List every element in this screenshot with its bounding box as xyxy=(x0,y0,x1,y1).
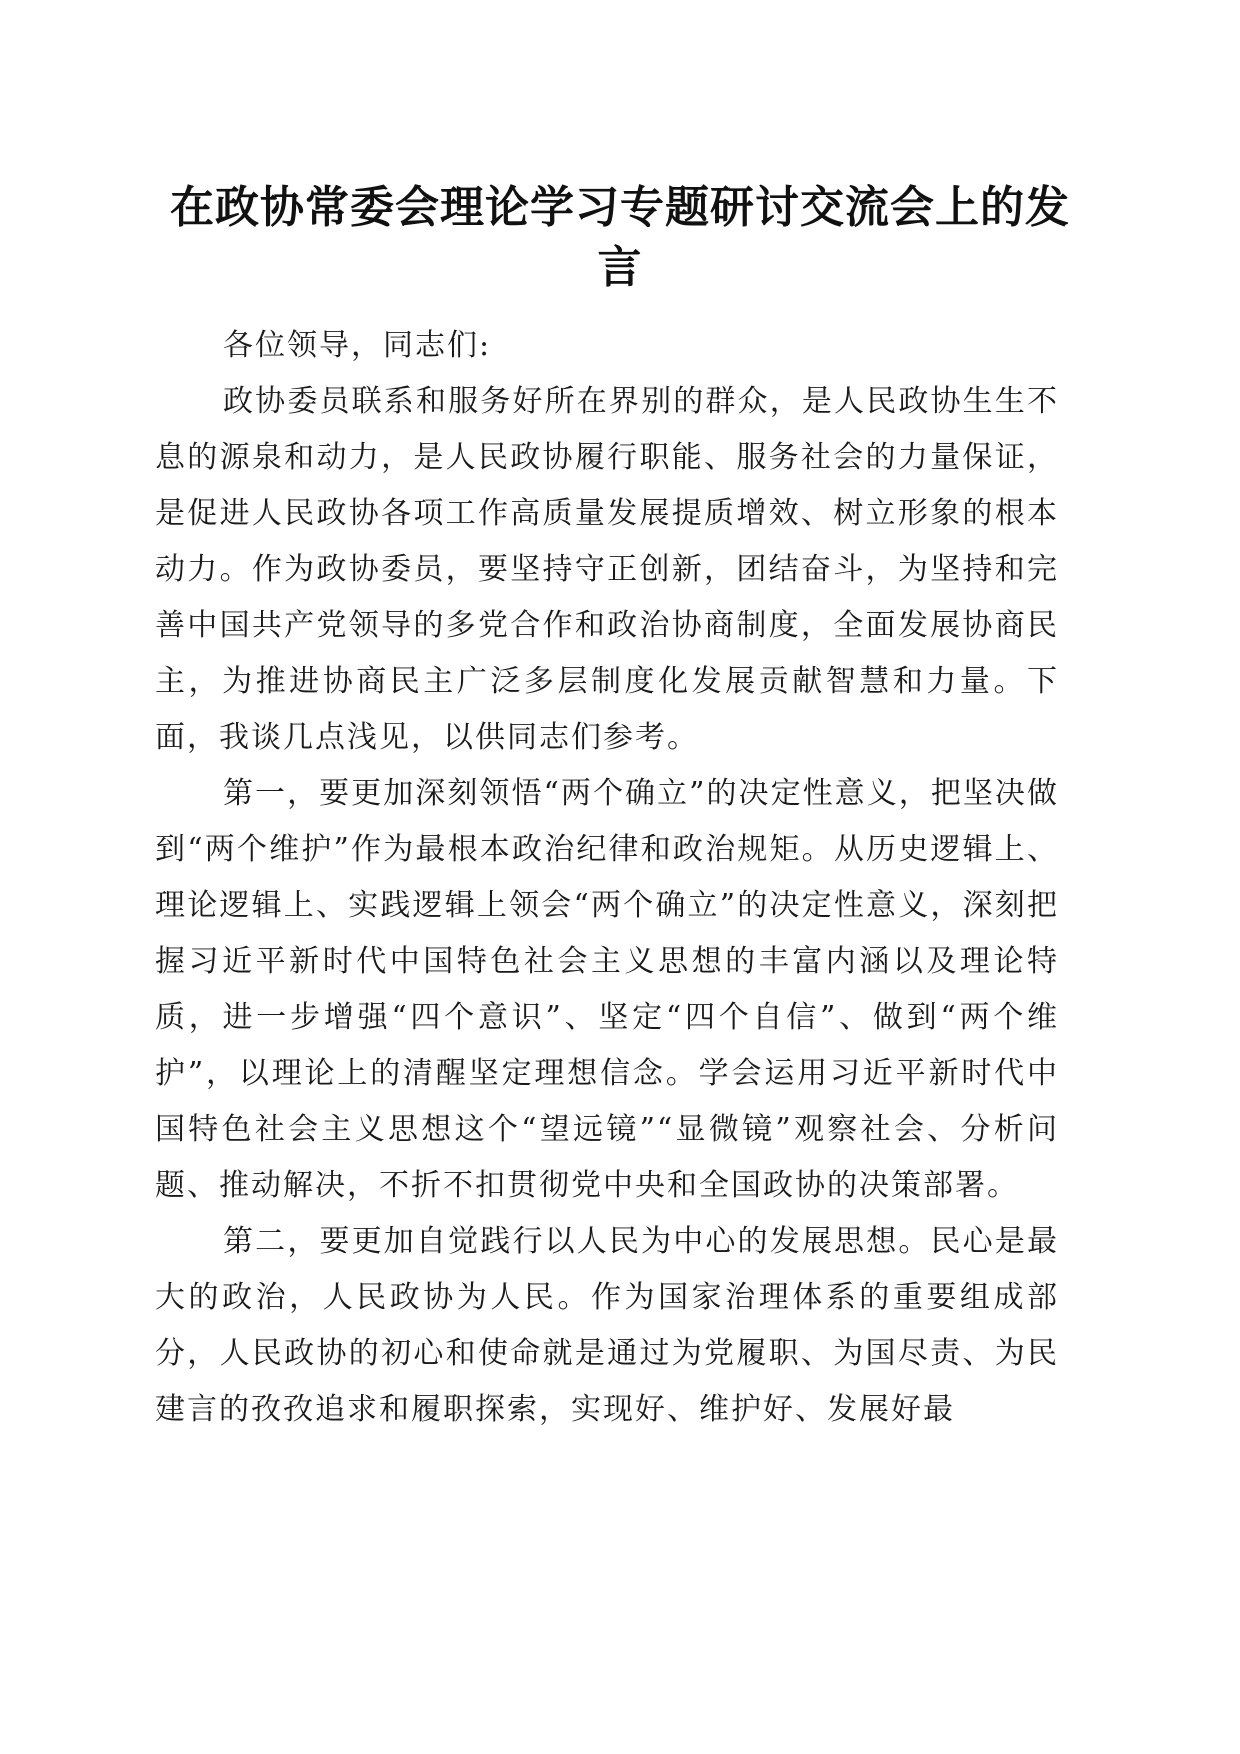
salutation: 各位领导，同志们: xyxy=(223,328,492,363)
document-body xyxy=(155,318,1059,1438)
paragraph-point-two: 第二，要更加自觉践行以人民为中心的发展思想。民心是最大的政治，人民政协为人民。作为国家治理体系的重要组成部分，人民政协的初心和使命就是通过为党履职、为国尽责、为民建言的孜孜追求和履职探索，实现好、维护好、发展好最 xyxy=(155,1224,1059,1427)
paragraph-point-one: 第一，要更加深刻领悟“两个确立”的决定性意义，把坚决做到“两个维护”作为最根本政治纪律和政治规矩。从历史逻辑上、理论逻辑上、实践逻辑上领会“两个确立”的决定性意义，深刻把握习近平新时代中国特色社会主义思想的丰富内涵以及理论特质，进一步增强“四个意识”、坚定“四个自信”、做到“两个维护”，以理论上的清醒坚定理想信念。学会运用习近平新时代中国特色社会主义思想这个“望远镜”“显微镜”观察社会、分析问题、推动解决，不折不扣贯彻党中央和全国政协的决策部署。 xyxy=(155,776,1059,1203)
paragraph-intro: 政协委员联系和服务好所在界别的群众，是人民政协生生不息的源泉和动力，是人民政协履行职能、服务社会的力量保证，是促进人民政协各项工作高质量发展提质增效、树立形象的根本动力。作为政协委员，要坚持守正创新，团结奋斗，为坚持和完善中国共产党领导的多党合作和政治协商制度，全面发展协商民主，为推进协商民主广泛多层制度化发展贡献智慧和力量。下面，我谈几点浅见，以供同志们参考。 xyxy=(155,384,1059,755)
document-title: 在政协常委会理论学习专题研讨交流会上的发言 xyxy=(170,182,1070,293)
